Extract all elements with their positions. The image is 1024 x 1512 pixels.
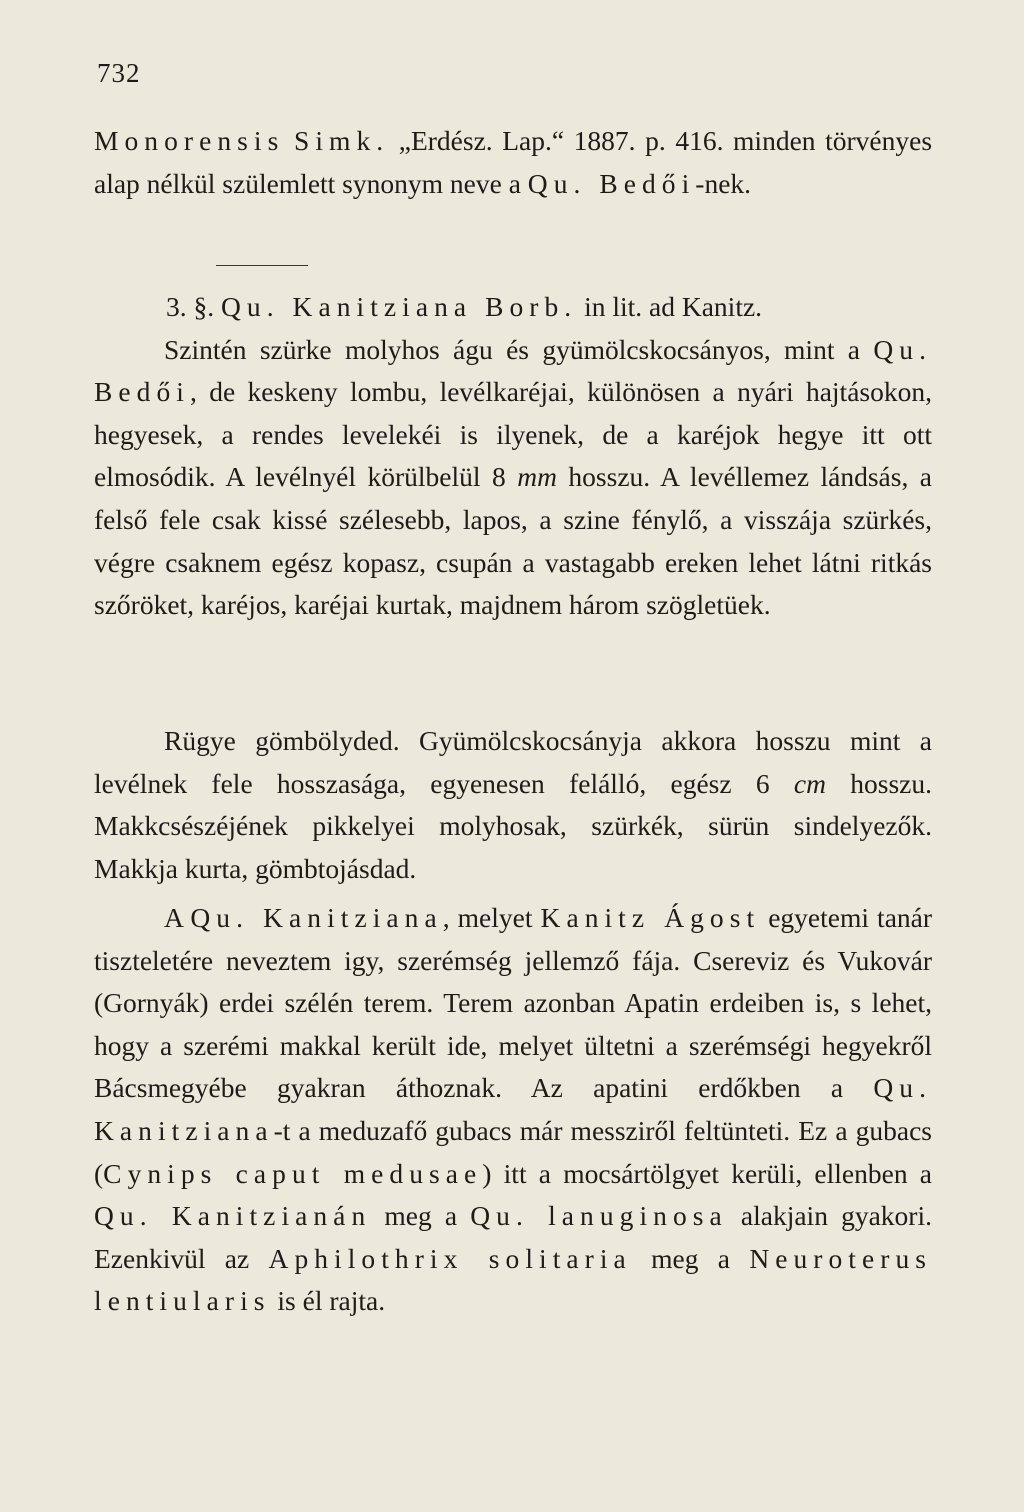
spaced-name: Kanitz Ágost: [540, 902, 761, 933]
text-run: in lit. ad Kanitz.: [577, 291, 763, 322]
text-run: egyetemi tanár tiszteletére neveztem igy, szerémség jellemző fája. Csereviz és Vukovár (Gornyák) erdei szélén terem. Terem azonban Apatin erdeiben is, s lehet, hogy a szerémi makkal került ide, melyet ültetni a szerémségi hegyekről Bácsmegyébe gyakran áthoznak. Az apatini erdőkben a: [94, 902, 933, 1104]
spaced-name: Qu. Kanitziana Borb.: [221, 291, 578, 322]
spaced-name: Qu. Bedői: [94, 333, 932, 408]
text-run: Szintén szürke molyhos águ és gyümölcskocsányos, mint a: [164, 333, 874, 365]
spaced-name: Cynips caput medusae: [103, 1157, 483, 1189]
spaced-name: Qu. Kanitziana: [94, 1072, 932, 1146]
description-paragraph: [94, 329, 932, 627]
unit-italic: cm: [793, 767, 826, 799]
spaced-name: Monorensis: [94, 125, 285, 156]
text-run: -nek.: [695, 167, 752, 199]
page-number: 732: [97, 58, 141, 88]
synonym-paragraph: [94, 120, 932, 205]
spaced-name: Qu. Kanitziana: [190, 902, 443, 933]
text-run: meg a: [631, 1242, 750, 1274]
section-heading: [94, 286, 932, 329]
text-run: meg a: [371, 1200, 471, 1232]
section-divider: [216, 265, 308, 266]
spaced-name: Qu. Kanitzianán: [94, 1200, 372, 1232]
text-run: hosszu. Makkcsészéjének pikkelyei molyhosak, szürkék, sürün sindelyezők. Makkja kurta, gömbtojásdad.: [94, 767, 932, 884]
text-run: „Erdész. Lap.“ 1887. p. 416. minden törvényes alap nélkül szülemlett synonym neve a: [94, 125, 933, 199]
section-kanitziana: [94, 286, 932, 627]
text-run: A: [164, 902, 191, 933]
bud-paragraph: [94, 720, 932, 890]
bud-paragraph-block: [94, 720, 932, 890]
text-run: alakjain gyakori. Ezenkivül az: [94, 1200, 932, 1274]
text-run: is él rajta.: [270, 1285, 386, 1317]
spaced-name: Qu. lanuginosa: [470, 1200, 728, 1232]
unit-italic: mm: [517, 461, 557, 493]
text-run: hosszu. A levéllemez lándsás, a felső fele csak kissé szélesebb, lapos, a szine fénylő, a visszája szürkés, végre csaknem egész kopasz, csupán a vastagabb ereken lehet látni ritkás szőröket, karéjos, karéjai kurtak, majdnem három szögletüek.: [94, 461, 932, 621]
text-run: , de keskeny lombu, levélkaréjai, különösen a nyári hajtásokon, hegyesek, a rendes levelekéi is ilyenek, de a karéjok hegye itt ott elmosódik. A levélnyél körülbelül 8: [94, 376, 932, 493]
intro-paragraph: [94, 120, 932, 205]
text-run: ) itt a mocsártölgyet kerüli, ellenben a: [482, 1157, 932, 1189]
spaced-name: Simk.: [293, 125, 390, 156]
habitat-paragraph-block: [94, 897, 932, 1323]
text-run: -t a meduzafő gubacs már messziről feltünteti. Ez a gubacs (: [94, 1114, 932, 1189]
text-run: , melyet: [442, 902, 541, 933]
text-run: Rügye gömbölyded. Gyümölcskocsányja akkora hosszu mint a levélnek fele hosszasága, egyenesen felálló, egész 6: [94, 725, 932, 799]
spaced-name: Neuroterus lentiularis: [94, 1242, 932, 1317]
habitat-paragraph: [94, 897, 932, 1323]
spaced-name: Qu. Bedői: [527, 167, 696, 199]
text-run: 3. §.: [166, 291, 221, 322]
spaced-name: Aphilothrix solitaria: [268, 1242, 632, 1274]
